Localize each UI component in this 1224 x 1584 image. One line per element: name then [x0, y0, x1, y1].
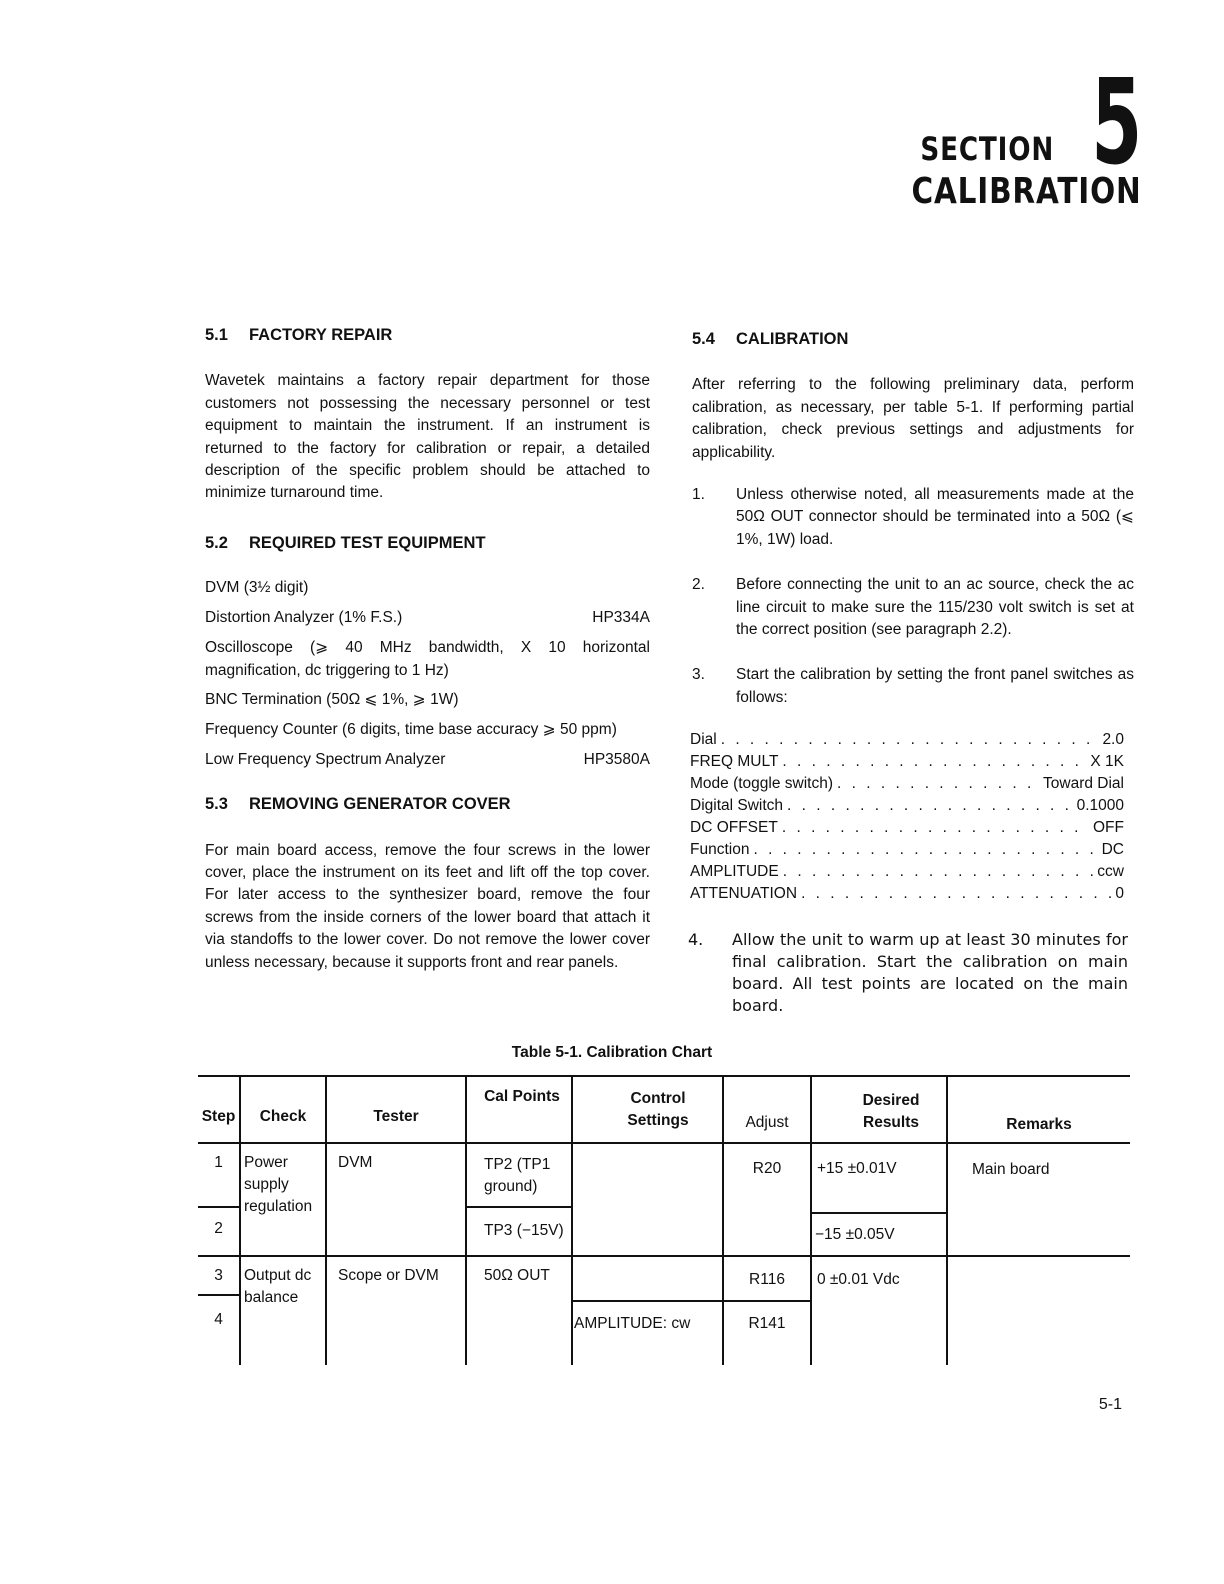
page-number: 5-1: [1098, 1396, 1122, 1413]
cover-removal-text: For main board access, remove the four screws in the lower cover, place the instrument on its feet and lift off the top cover. For later access to the synthesizer board, remove the four screws from the inside corners of the lower board that attach it via standoffs to the lower cover. Do not remove the lower cover unless necessary, because it supports front and rear panels.: [205, 841, 650, 971]
section-header: [861, 53, 1142, 212]
table-rule: [198, 1255, 1130, 1257]
header-tester: Tester: [373, 1108, 419, 1125]
right-column: [688, 328, 1134, 1017]
step-number: 3: [214, 1267, 223, 1284]
tester-scope: Scope or DVM: [338, 1267, 439, 1284]
heading-5-1: 5.1 FACTORY REPAIR: [205, 326, 393, 344]
equipment-item: DVM (3½ digit): [205, 579, 309, 597]
table-rule: [198, 1142, 1130, 1144]
adjust-r141: R141: [748, 1315, 786, 1332]
section-title: CALIBRATION: [911, 171, 1142, 212]
setting-row: Function . . . DC: [690, 839, 1124, 861]
remarks-main-board: Main board: [972, 1161, 1050, 1178]
setting-row: Dial . . . 2.0: [690, 729, 1124, 751]
equipment-list: [205, 577, 650, 779]
header-control-settings: Control Settings: [627, 1090, 689, 1129]
equipment-item: Distortion Analyzer (1% F.S.) HP334A: [205, 609, 650, 627]
result-zero-vdc: 0 ±0.01 Vdc: [817, 1271, 900, 1288]
setting-row: AMPLITUDE . . . ccw: [690, 861, 1124, 883]
result-minus-15v: −15 ±0.05V: [815, 1226, 895, 1243]
setting-row: FREQ MULT . . . X 1K: [690, 751, 1124, 773]
procedure-step: 1. Unless otherwise noted, all measurements made at the 50Ω OUT connector should be terminated into a 50Ω (⩽ 1%, 1W) load.: [692, 486, 1134, 548]
step-number: 1: [214, 1154, 223, 1171]
procedure-step: 3. Start the calibration by setting the front panel switches as follows:: [692, 666, 1134, 706]
calibration-table: [198, 1075, 1130, 1365]
control-amplitude: AMPLITUDE: cw: [574, 1315, 691, 1332]
result-plus-15v: +15 ±0.01V: [817, 1160, 897, 1177]
adjust-r116: R116: [749, 1271, 785, 1288]
header-check: Check: [259, 1108, 307, 1125]
section-number: 5: [1091, 53, 1142, 191]
table-column-rule: [571, 1075, 573, 1365]
switch-settings: [690, 729, 1124, 905]
left-column: [205, 324, 650, 974]
procedure-step: 2. Before connecting the unit to an ac source, check the ac line circuit to make sure the 115/230 volt switch is set at the correct position (see paragraph 2.2).: [692, 576, 1134, 639]
heading-5-2: 5.2 REQUIRED TEST EQUIPMENT: [205, 533, 486, 552]
equipment-item: Frequency Counter (6 digits, time base accuracy ⩾ 50 ppm): [205, 721, 617, 739]
step-number: 2: [214, 1220, 223, 1237]
cal-point-tp2: TP2 (TP1 ground): [484, 1156, 551, 1195]
header-step: Step: [201, 1108, 236, 1125]
cal-point-50-out: 50Ω OUT: [484, 1267, 550, 1284]
header-desired-results: Desired Results: [862, 1092, 920, 1131]
setting-row: DC OFFSET . . . OFF: [690, 817, 1124, 839]
header-remarks: Remarks: [1006, 1116, 1072, 1133]
factory-repair-text: Wavetek maintains a factory repair department for those customers not possessing the necessary personnel or test equipment to maintain the instrument. If an instrument is returned to the factory for calibration or repair, a detailed description of the specific problem should be attached to minimize turnaround time.: [205, 372, 650, 502]
calibration-intro: After referring to the following preliminary data, perform calibration, as necessary, per table 5-1. If performing partial calibration, check previous settings and adjustments for applicability.: [692, 376, 1134, 461]
tester-dvm: DVM: [338, 1154, 373, 1171]
table-rule: [198, 1206, 240, 1208]
table-rule: [573, 1300, 811, 1302]
equipment-item: Low Frequency Spectrum Analyzer HP3580A: [205, 751, 650, 769]
adjust-r20: R20: [752, 1160, 782, 1177]
setting-row: Digital Switch . . . 0.1000: [690, 795, 1124, 817]
table-caption: Table 5-1. Calibration Chart: [511, 1044, 713, 1061]
header-adjust: Adjust: [745, 1114, 789, 1131]
cal-point-tp3: TP3 (−15V): [484, 1222, 564, 1239]
section-word: SECTION: [920, 130, 1054, 168]
step-number: 4: [214, 1311, 223, 1328]
setting-row: Mode (toggle switch) . . . Toward Dial: [690, 773, 1124, 795]
table-column-rule: [810, 1075, 812, 1365]
check-power-supply: Power supply regulation: [244, 1154, 313, 1215]
heading-5-4: 5.4 CALIBRATION: [692, 330, 849, 348]
equipment-item: Oscilloscope (⩾ 40 MHz bandwidth, X 10 horizontal magnification, dc triggering to 1 Hz): [205, 639, 650, 679]
table-rule: [198, 1075, 1130, 1077]
procedure-step: 4. Allow the unit to warm up at least 30 minutes for final calibration. Start the calibration on main board. All test points are located on the main board.: [688, 930, 1128, 1016]
header-cal-points: Cal Points: [484, 1088, 560, 1105]
table-rule: [198, 1294, 240, 1296]
table-rule: [466, 1206, 573, 1208]
table-column-rule: [465, 1075, 467, 1365]
setting-row: ATTENUATION . . . 0: [690, 883, 1124, 905]
equipment-item: BNC Termination (50Ω ⩽ 1%, ⩾ 1W): [205, 691, 459, 709]
heading-5-3: 5.3 REMOVING GENERATOR COVER: [205, 795, 511, 814]
check-output-dc: Output dc balance: [244, 1267, 312, 1306]
table-rule: [811, 1212, 947, 1214]
